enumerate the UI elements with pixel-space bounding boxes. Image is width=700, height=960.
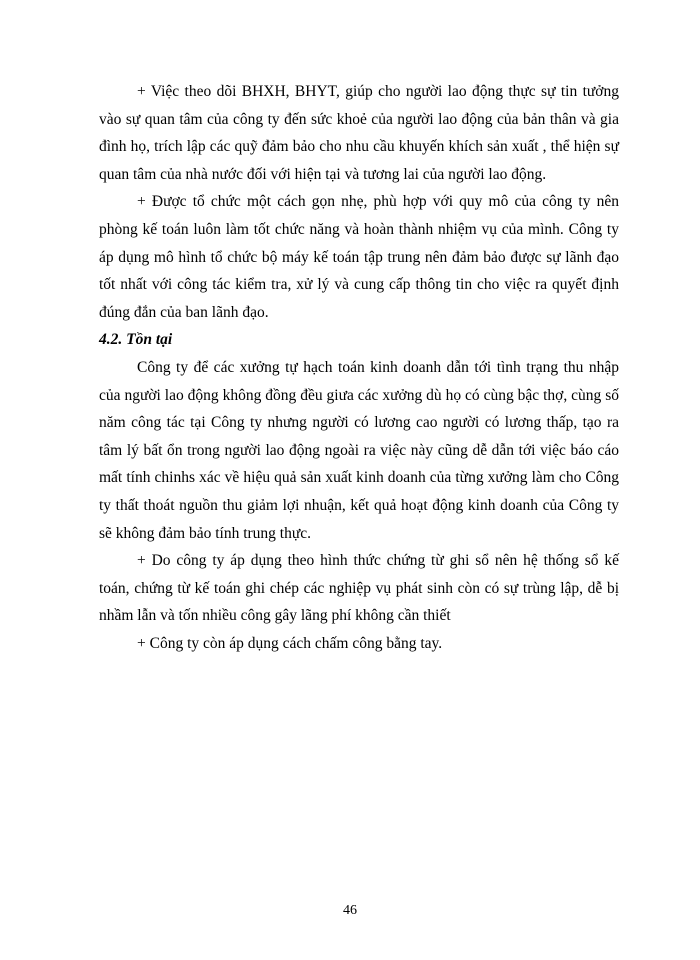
document-body xyxy=(99,78,619,657)
paragraph-manual-timekeeping: + Công ty còn áp dụng cách chấm công bằng tay. xyxy=(137,634,443,652)
paragraph-accounting-organization: + Được tổ chức một cách gọn nhẹ, phù hợp với quy mô của công ty nên phòng kế toán luôn làm tốt chức năng và hoàn thành nhiệm vụ của mình. Công ty áp dụng mô hình tổ chức bộ máy kế toán tập trung nên đảm bảo được sự lãnh đạo tốt nhất với công tác kiểm tra, xử lý và cung cấp thông tin cho việc ra quyết định đúng đắn của ban lãnh đạo. xyxy=(99,193,619,321)
section-heading: 4.2. Tồn tại xyxy=(99,331,173,349)
paragraph-voucher-system: + Do công ty áp dụng theo hình thức chứng từ ghi sổ nên hệ thống sổ kế toán, chứng từ kế toán ghi chép các nghiệp vụ phát sinh còn có sự trùng lập, dễ bị nhầm lẫn và tốn nhiều công gây lãng phí không cần thiết xyxy=(99,552,619,625)
page-number: 46 xyxy=(343,903,357,918)
paragraph-workshop-accounting: Công ty để các xưởng tự hạch toán kinh doanh dẫn tới tình trạng thu nhập của người lao động không đồng đều giưa các xưởng dù họ có cùng bậc thợ, cùng số năm công tác tại Công ty nhưng người có lương cao người có lương thấp, tạo ra tâm lý bất ổn trong người lao động ngoài ra việc này cũng dễ dẫn tới việc báo cáo mất tính chinhs xác về hiệu quả sản xuất kinh doanh của từng xưởng làm cho Công ty thất thoát nguồn thu giảm lợi nhuận, kết quả hoạt động kinh doanh của Công ty sẽ không đảm bảo tính trung thực. xyxy=(99,358,619,542)
paragraph-bhxh-bhyt: + Việc theo dõi BHXH, BHYT, giúp cho người lao động thực sự tin tưởng vào sự quan tâm của công ty đến sức khoẻ của người lao động của bản thân và gia đình họ, trích lập các quỹ đảm bảo cho nhu cầu khuyến khích sản xuất , thể hiện sự quan tâm của nhà nước đối với hiện tại và tương lai của người lao động. xyxy=(99,83,619,183)
